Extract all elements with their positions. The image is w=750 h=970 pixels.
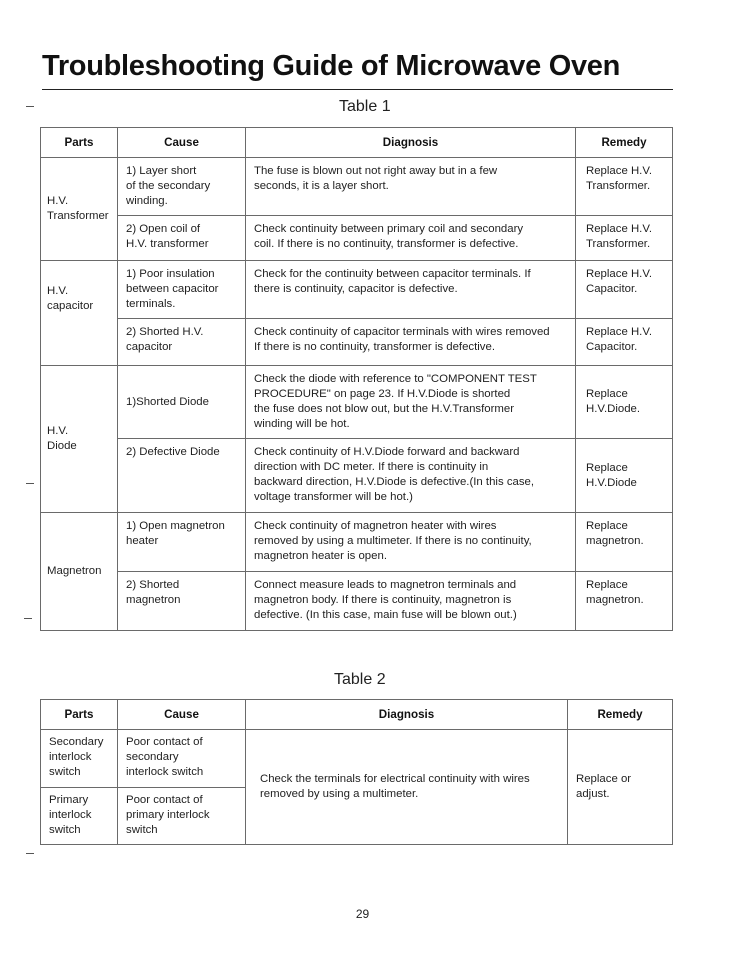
cause-text: 1) Poor insulation between capacitor terminals. [126,268,219,310]
diagnosis-cell [246,730,568,845]
troubleshooting-table-1 [40,127,673,631]
cause-text: 2) Shorted magnetron [126,579,181,606]
header-parts: Parts [41,700,118,730]
remedy-cell [576,572,673,631]
diagnosis-text: Check continuity of magnetron heater with wires removed by using a multimeter. If there is no continuity, magnetron heater is open. [254,520,532,562]
header-parts: Parts [41,128,118,158]
cause-text: 1) Open magnetron heater [126,520,225,547]
cause-text: 2) Defective Diode [126,446,220,458]
diagnosis-cell [246,158,576,216]
diagnosis-cell [246,216,576,261]
diagnosis-text: Check continuity of capacitor terminals with wires removed If there is no continuity, transformer is defective. [254,326,550,353]
cause-text: 2) Shorted H.V. capacitor [126,326,204,353]
diagnosis-text: The fuse is blown out not right away but in a few seconds, it is a layer short. [254,165,498,192]
table-row [41,216,673,261]
scan-margin-mark [26,106,34,107]
remedy-text: Replace H.V. Transformer. [586,165,653,192]
title-underline [42,89,673,90]
scan-margin-mark [26,853,34,854]
remedy-cell [576,261,673,319]
part-cell [41,261,118,366]
cause-cell [118,158,246,216]
remedy-cell [576,513,673,572]
table-row [41,572,673,631]
part-cell [41,788,118,845]
diagnosis-text: Connect measure leads to magnetron terminals and magnetron body. If there is continuity, magnetron is defective. (In this case, main fuse will be blown out.) [254,579,517,621]
part-primary-interlock-switch: Primary interlock switch [49,794,92,836]
cause-cell [118,439,246,513]
header-cause: Cause [118,128,246,158]
table-row [41,319,673,366]
part-hv-capacitor: H.V. capacitor [47,285,94,312]
cause-cell [118,366,246,439]
remedy-text: Replace H.V.Diode. [586,388,641,415]
remedy-cell [576,366,673,439]
remedy-text: Replace or adjust. [576,772,632,800]
remedy-text: Replace H.V. Transformer. [586,223,653,250]
remedy-text: Replace magnetron. [586,520,644,547]
table-row [41,513,673,572]
part-hv-diode: H.V. Diode [47,425,77,452]
scan-margin-mark [24,618,32,619]
part-magnetron: Magnetron [47,565,102,577]
diagnosis-cell [246,513,576,572]
table1-caption: Table 1 [339,98,391,115]
remedy-text: Replace H.V.Diode [586,461,637,489]
diagnosis-text: Check continuity between primary coil and secondary coil. If there is no continuity, transformer is defective. [254,223,524,250]
header-diagnosis: Diagnosis [246,128,576,158]
diagnosis-text: Check the terminals for electrical continuity with wires removed by using a multimeter. [260,772,530,800]
diagnosis-cell [246,366,576,439]
table-header-row [41,700,673,730]
cause-cell [118,261,246,319]
remedy-cell [576,439,673,513]
remedy-text: Replace H.V. Capacitor. [586,268,653,295]
cause-cell [118,319,246,366]
remedy-text: Replace H.V. Capacitor. [586,326,653,353]
table-row [41,730,673,788]
table-row [41,366,673,439]
part-cell [41,158,118,261]
table-header-row [41,128,673,158]
cause-text: 1)Shorted Diode [126,395,209,408]
header-remedy: Remedy [568,700,673,730]
diagnosis-text: Check continuity of H.V.Diode forward and backward direction with DC meter. If there is continuity in backward direction, H.V.Diode is defective.(In this case, voltage transformer will be hot.) [254,446,535,503]
diagnosis-cell [246,572,576,631]
cause-cell [118,513,246,572]
remedy-cell [576,216,673,261]
cause-text: Poor contact of secondary interlock switch [126,736,204,778]
table2-caption: Table 2 [334,671,386,688]
cause-text: Poor contact of primary interlock switch [126,794,210,836]
part-hv-transformer: H.V. Transformer [47,195,109,222]
header-cause: Cause [118,700,246,730]
table-row [41,261,673,319]
part-cell [41,366,118,513]
diagnosis-text: Check for the continuity between capacitor terminals. If there is continuity, capacitor is defective. [254,268,531,295]
cause-text: 1) Layer short of the secondary winding. [126,165,211,207]
remedy-text: Replace magnetron. [586,579,644,606]
header-diagnosis: Diagnosis [246,700,568,730]
remedy-cell [576,158,673,216]
cause-cell [118,216,246,261]
header-remedy: Remedy [576,128,673,158]
diagnosis-cell [246,319,576,366]
cause-cell [118,572,246,631]
part-cell [41,730,118,788]
diagnosis-cell [246,439,576,513]
part-secondary-interlock-switch: Secondary interlock switch [49,736,104,778]
cause-cell [118,730,246,788]
part-cell [41,513,118,631]
table-row [41,158,673,216]
page-number: 29 [355,907,370,921]
table-row [41,439,673,513]
remedy-cell [568,730,673,845]
diagnosis-text: Check the diode with reference to "COMPONENT TEST PROCEDURE" on page 23. If H.V.Diode is shorted the fuse does not blow out, but the H.V.Transformer winding will be hot. [254,373,537,430]
cause-cell [118,788,246,845]
page-title: Troubleshooting Guide of Microwave Oven [42,50,621,82]
troubleshooting-table-2 [40,699,673,845]
cause-text: 2) Open coil of H.V. transformer [126,223,209,250]
diagnosis-cell [246,261,576,319]
scan-margin-mark [26,483,34,484]
remedy-cell [576,319,673,366]
